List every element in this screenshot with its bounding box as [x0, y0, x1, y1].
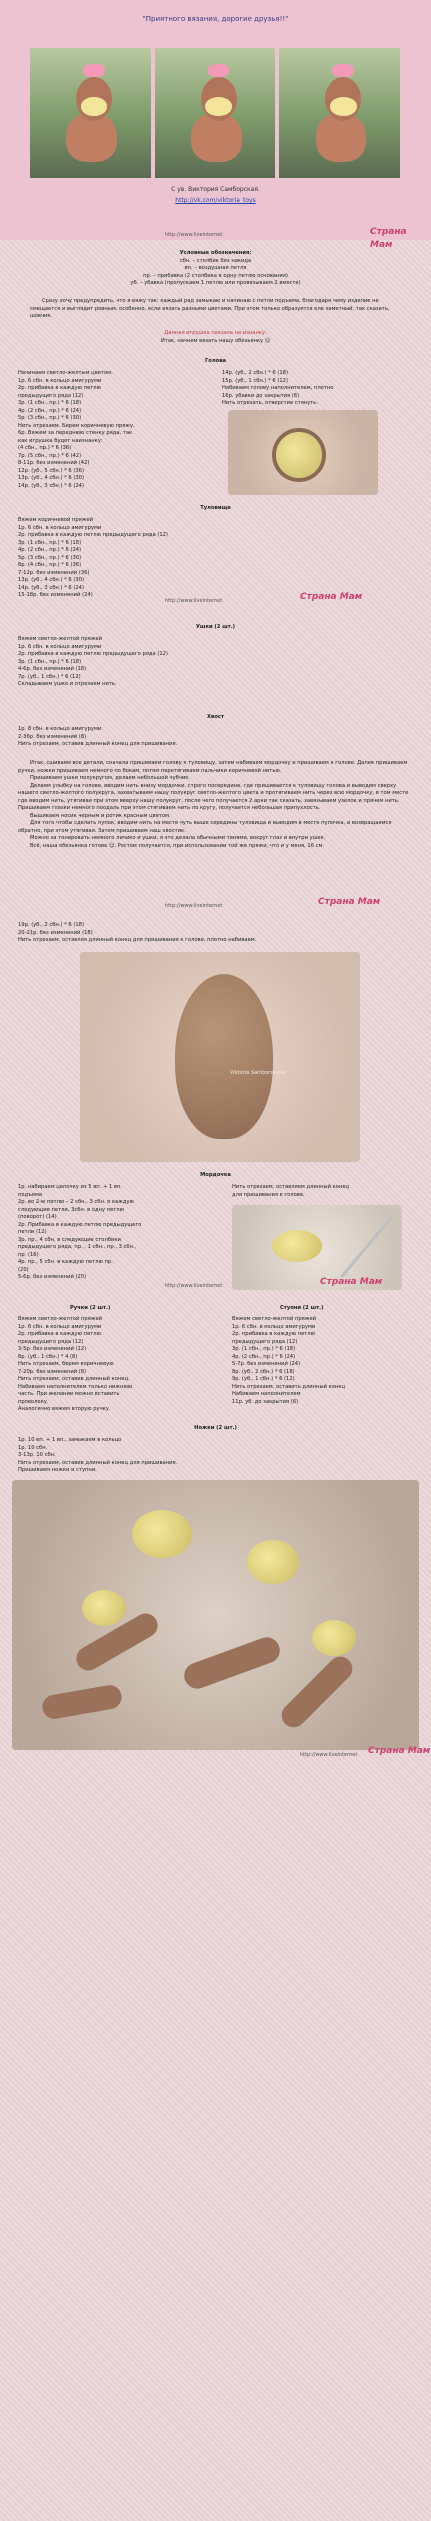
header-title: "Приятного вязания, дорогие друзья!!"	[142, 15, 289, 23]
head-line: Набиваем голову наполнителем, плотно	[222, 385, 334, 392]
legend-line: уб. – убавка (пропускаем 1 петлю или провязываем 2 вместе)	[130, 280, 301, 287]
feet-line: 3р. (1 сбн., пр.) * 6 (18)	[232, 1346, 296, 1353]
feet-line: 5-7р. без изменений (24)	[232, 1361, 301, 1368]
body2-line: 20-21р. без изменений (18)	[18, 929, 93, 936]
legs-lines	[18, 1437, 418, 1475]
watermark-url: http://www.liveinternet	[165, 1283, 223, 1289]
arms-line: Аналогично вяжем вторую ручку.	[18, 1406, 111, 1413]
feet-line: Вяжем светло-желтой пряжей	[232, 1316, 317, 1322]
watermark-brand: Страна Мам	[370, 227, 407, 251]
intro-text: Сразу хочу предупредить, что я вяжу так: каждый ряд замыкаю и начинаю с петли подъема, благодаря чему изделие не смещается и выглядит ровным, особенно, если вязать разными цветами. При этом только образуется еле заметный, так сказать, шовчик.	[30, 298, 390, 320]
muzzle-line: 4р. пр., 5 сбн. в каждую петлю пр.	[18, 1259, 113, 1266]
body2-line: Нить отрезаем, оставляя длинный конец для пришивания к голове, плотно набиваем.	[18, 937, 257, 944]
head-line: 15р. (уб., 1 сбн.) * 6 (12)	[222, 377, 288, 384]
tail-title: Хвост	[207, 714, 224, 720]
header-photos	[30, 48, 400, 178]
arms-line: 7-20р. без изменений (8)	[18, 1368, 87, 1375]
legend-line: вп. – воздушная петля	[184, 265, 247, 272]
legend	[0, 250, 431, 288]
author-link[interactable]: http://vk.com/viktoria_toys	[175, 197, 256, 204]
muzzle-line: 2р. во 2-ю петлю – 2 сбн., 3 сбн. в каждую	[18, 1199, 134, 1206]
head-line: 16р. убавки до закрытия (6)	[222, 392, 300, 399]
assembly-paragraph: Делаем улыбку на голове, вводим нить внизу мордочки, строго посередине, где пришивается к туловищу голова и выводим сверху нашего светло-желтого полукруга, захватываем нашу полукруг светло-желтого цвета и протягиваем нить через всю мордочку, в том месте где вводим нить, утягивая при этом вверху нашу полукруг, после чего получается 2 арки так сказать, завязываем узелок и прячем нить. Пришиваем глазки немного поодаль при этом стягиваем нить по кругу, получается небольшая припухлость.	[18, 782, 409, 812]
legend-line: пр. – прибавка (2 столбика в одну петлю основания)	[143, 272, 288, 279]
muzzle-line: (поворот) (14)	[18, 1214, 57, 1221]
monkey-photo	[30, 48, 151, 178]
body-lines	[18, 517, 318, 600]
arms-line: Нить отрезаем, оставив длинный конец.	[18, 1376, 130, 1383]
muzzle-line: следующие петли, 3сбн. в одну петлю	[18, 1206, 124, 1213]
body-line: 5р. (3 сбн., пр.) * 6 (30)	[18, 554, 82, 561]
assembly-paragraph: Всё, наша обезьянка готова ☺. Ростом получается, при использовании той же пряжи, что и у меня, 16 см.	[30, 842, 325, 849]
intro-start: Итак, начнем вязать нашу обезьянку ☺	[160, 338, 271, 344]
head-line: (4 сбн., пр.) * 6 (36)	[18, 445, 72, 452]
ears-line: 3р. (1 сбн., пр.) * 6 (18)	[18, 658, 82, 665]
body-line: 4р. (2 сбн., пр.) * 6 (24)	[18, 547, 82, 554]
ears-line: Вяжем светло-желтой пряжей	[18, 636, 103, 642]
monkey-photo	[155, 48, 276, 178]
assembly-text	[18, 760, 413, 850]
feet-line: 9р. (уб., 1 сбн.) * 6 (12)	[232, 1376, 295, 1383]
head-line: 6р. Вяжем за переднюю стенку ряда, так	[18, 430, 133, 437]
head-line: 12р. (уб., 5 сбн.) * 6 (36)	[18, 467, 84, 474]
assembly-paragraph: Для того чтобы сделать пупок, вводим нить на месте чуть выше середины туловища и выводим в месте пупочка, и возвращаемся обратно, при этом утягивая. Затем пришиваем наш хвостик.	[18, 820, 392, 834]
body-line: Вяжем коричневой пряжей	[18, 517, 94, 523]
head-line: Нить отрезать, отверстие стянуть.	[222, 400, 319, 407]
legend-title: Условные обозначения:	[179, 250, 252, 256]
body-photo	[80, 952, 360, 1162]
legs-line: 3-13р. 10 сбн.	[18, 1452, 56, 1459]
feet-line: Набиваем наполнителем	[232, 1391, 301, 1398]
head-line: Нить отрезаем. Берем коричневую пряжу.	[18, 422, 135, 429]
arms-line: 1р. 6 сбн. в кольцо амигуруми	[18, 1323, 102, 1330]
head-left	[18, 370, 218, 491]
muzzle-line: петли (12)	[18, 1229, 47, 1236]
arms-line: предыдущего ряда (12)	[18, 1338, 84, 1345]
tail-line: Нить отрезаем, оставив длинный конец для пришивания.	[18, 741, 178, 748]
legend-line: сбн. – столбик без накида	[179, 257, 252, 264]
muzzle-line: предыдущего ряда, пр. , 1 сбн., пр., 3 сбн.,	[18, 1244, 137, 1251]
head-line: 1р. 6 сбн. в кольцо амигуруми	[18, 377, 102, 384]
assembly-paragraph: Вышиваем носик черным и ротик красным цветом.	[30, 812, 171, 819]
legs-title: Ножки (2 шт.)	[194, 1425, 237, 1431]
body-line: 7-12р. без изменений (36)	[18, 569, 90, 576]
head-line: 8-11р. без изменений (42)	[18, 460, 90, 467]
head-line: Начинаем светло-желтым цветом.	[18, 370, 113, 376]
legs-line: 1р. 10 вп. + 1 вп., замыкаем в кольцо	[18, 1437, 122, 1443]
assembly-paragraph: Можно за тонировать немного личико и ушки, я это делала обычными тенями, вокруг глаз и внутри ушек.	[30, 835, 326, 842]
muzzle-line: 3р. пр., 4 сбн. в следующие столбики	[18, 1236, 121, 1243]
head-line: как игрушка будет наизнанку:	[18, 437, 103, 444]
photo-signature: Viktoria Samborskaya	[230, 1070, 285, 1076]
monkey-photo	[279, 48, 400, 178]
head-line: 5р. (3 сбн., пр.) * 6 (30)	[18, 415, 82, 422]
watermark-url: http://www.liveinternet	[300, 1752, 358, 1758]
feet-lines	[232, 1316, 422, 1406]
legs-photo	[12, 1480, 419, 1750]
arms-line: 3-5р. без изменений (12)	[18, 1346, 87, 1353]
muzzle-right	[232, 1184, 422, 1199]
ears-line: 1р. 6 сбн. в кольцо амигуруми	[18, 643, 102, 650]
body-line: 2р. прибавка в каждую петлю предыдущего ряда (12)	[18, 532, 168, 539]
watermark-url: http://www.liveinternet	[165, 903, 223, 909]
arms-line: 2р. прибавка в каждую петлю	[18, 1331, 101, 1338]
body-line: 13р. (уб., 4 сбн.) * 6 (30)	[18, 577, 84, 584]
body-line: 3р. (1 сбн., пр.) * 6 (18)	[18, 539, 82, 546]
head-line: 14р. (уб., 3 сбн.) * 6 (24)	[18, 482, 84, 489]
feet-line: 11р. уб. до закрытия (6)	[232, 1398, 299, 1405]
arms-line: Набиваем наполнителем только нижнюю	[18, 1383, 133, 1390]
ears-line: 4-6р. без изменений (18)	[18, 666, 87, 673]
legs-line: Нить отрезаем, оставив длинный конец для пришивания.	[18, 1459, 178, 1466]
muzzle-note: Нить отрезаем, оставляем длинный конец	[232, 1184, 350, 1190]
feet-title: Ступни (2 шт.)	[280, 1305, 324, 1311]
watermark-brand: Страна Мам	[368, 1746, 431, 1756]
arms-title: Ручки (2 шт.)	[70, 1305, 111, 1311]
muzzle-note: для пришивания к голове.	[232, 1191, 305, 1198]
body-title: Туловище	[200, 505, 231, 511]
muzzle-line: 1р. набираем цепочку из 5 вп. + 1 вп.	[18, 1184, 122, 1190]
legs-line: 1р. 10 сбн.	[18, 1444, 48, 1451]
header-banner	[0, 0, 431, 240]
watermark-brand: Страна Мам	[320, 1277, 383, 1287]
muzzle-line: (20)	[18, 1266, 29, 1273]
ears-title: Ушки (2 шт.)	[195, 624, 236, 630]
intro-red-note: Данная игрушка связана на изнанку.	[164, 330, 267, 336]
body2-line: 19р. (уб., 2 сбн.) * 6 (18)	[18, 922, 84, 928]
arms-line: 6р. (уб., 1 сбн.) * 4 (8)	[18, 1353, 78, 1360]
assembly-paragraph: Итак, сшиваем все детали, сначала пришиваем голову к туловищу, затем набиваем мордочку и пришиваем к голове. Далее пришиваем ручки, ножки пришиваем немного по бокам, потом перетягиваем пальчики коричневой нитью.	[18, 760, 408, 774]
watermark-url: http://www.liveinternet	[165, 232, 223, 238]
watermark-brand: Страна Мам	[318, 897, 381, 907]
tail-lines	[18, 726, 318, 749]
arms-line: проволоку.	[18, 1398, 49, 1405]
head-line: предыдущего ряда (12)	[18, 392, 84, 399]
ears-lines	[18, 636, 318, 689]
muzzle-line: 5-6р. без изменений (20)	[18, 1274, 87, 1281]
head-line: 3р. (1 сбн., пр.) * 6 (18)	[18, 400, 82, 407]
muzzle-left	[18, 1184, 228, 1282]
watermark-brand: Страна Мам	[300, 592, 363, 602]
arms-line: Вяжем светло-желтой пряжей	[18, 1316, 103, 1322]
head-right	[222, 370, 422, 408]
head-line: 4р. (2 сбн., пр.) * 6 (24)	[18, 407, 82, 414]
legs-line: Пришиваем ножки и ступни.	[18, 1467, 97, 1474]
feet-line: 4р. (2 сбн., пр.) * 6 (24)	[232, 1353, 296, 1360]
body-line: 15-18р. без изменений (24)	[18, 592, 93, 599]
arms-line: часть. При желании можно вставить	[18, 1391, 120, 1398]
body2-lines	[18, 922, 418, 945]
ears-line: Складываем ушко и отрезаем нить.	[18, 681, 117, 688]
body-line: 14р. (уб., 3 сбн.) * 6 (24)	[18, 584, 84, 591]
body-line: 1р. 6 сбн. в кольцо амигуруми	[18, 524, 102, 531]
watermark-url: http://www.liveinternet	[165, 598, 223, 604]
feet-line: 1р. 6 сбн. в кольцо амигуруми	[232, 1323, 316, 1330]
head-title: Голова	[204, 358, 227, 364]
ears-line: 2р. прибавка в каждую петлю предыдущего ряда (12)	[18, 651, 168, 658]
feet-line: 8р. (уб., 2 сбн.) * 6 (18)	[232, 1368, 295, 1375]
arms-line: Нить отрезаем, берем коричневую	[18, 1361, 114, 1368]
head-line: 2р. прибавка в каждую петлю	[18, 385, 101, 392]
muzzle-line: 2р. Прибавка в каждую петлю предыдущего	[18, 1221, 142, 1228]
feet-line: 2р. прибавка в каждую петлю	[232, 1331, 315, 1338]
tail-line: 1р. 8 сбн. в кольцо амигуруми	[18, 726, 102, 732]
feet-line: Нить отрезаем, оставить длинный конец	[232, 1383, 345, 1390]
head-line: 13р. (уб., 4 сбн.) * 6 (30)	[18, 475, 84, 482]
muzzle-line: пр. (16)	[18, 1251, 39, 1258]
muzzle-line: подъема	[18, 1191, 43, 1198]
tail-line: 2-36р. без изменений (8)	[18, 733, 87, 740]
muzzle-title: Мордочка	[200, 1172, 231, 1178]
arms-lines	[18, 1316, 218, 1414]
feet-line: предыдущего ряда (12)	[232, 1338, 298, 1345]
author-credit: С ув. Виктория Самборская.	[171, 186, 260, 193]
ears-line: 7р. (уб., 1 сбн.) * 6 (12)	[18, 673, 81, 680]
head-line: 7р. (5 сбн., пр.) * 6 (42)	[18, 452, 82, 459]
head-line: 14р. (уб., 2 сбн.) * 6 (18)	[222, 370, 288, 376]
head-photo	[228, 410, 378, 495]
assembly-paragraph: Пришиваем ушки полукругом, делаем небольшой чубчик.	[30, 775, 191, 782]
body-line: 6р. (4 сбн., пр.) * 6 (36)	[18, 562, 82, 569]
